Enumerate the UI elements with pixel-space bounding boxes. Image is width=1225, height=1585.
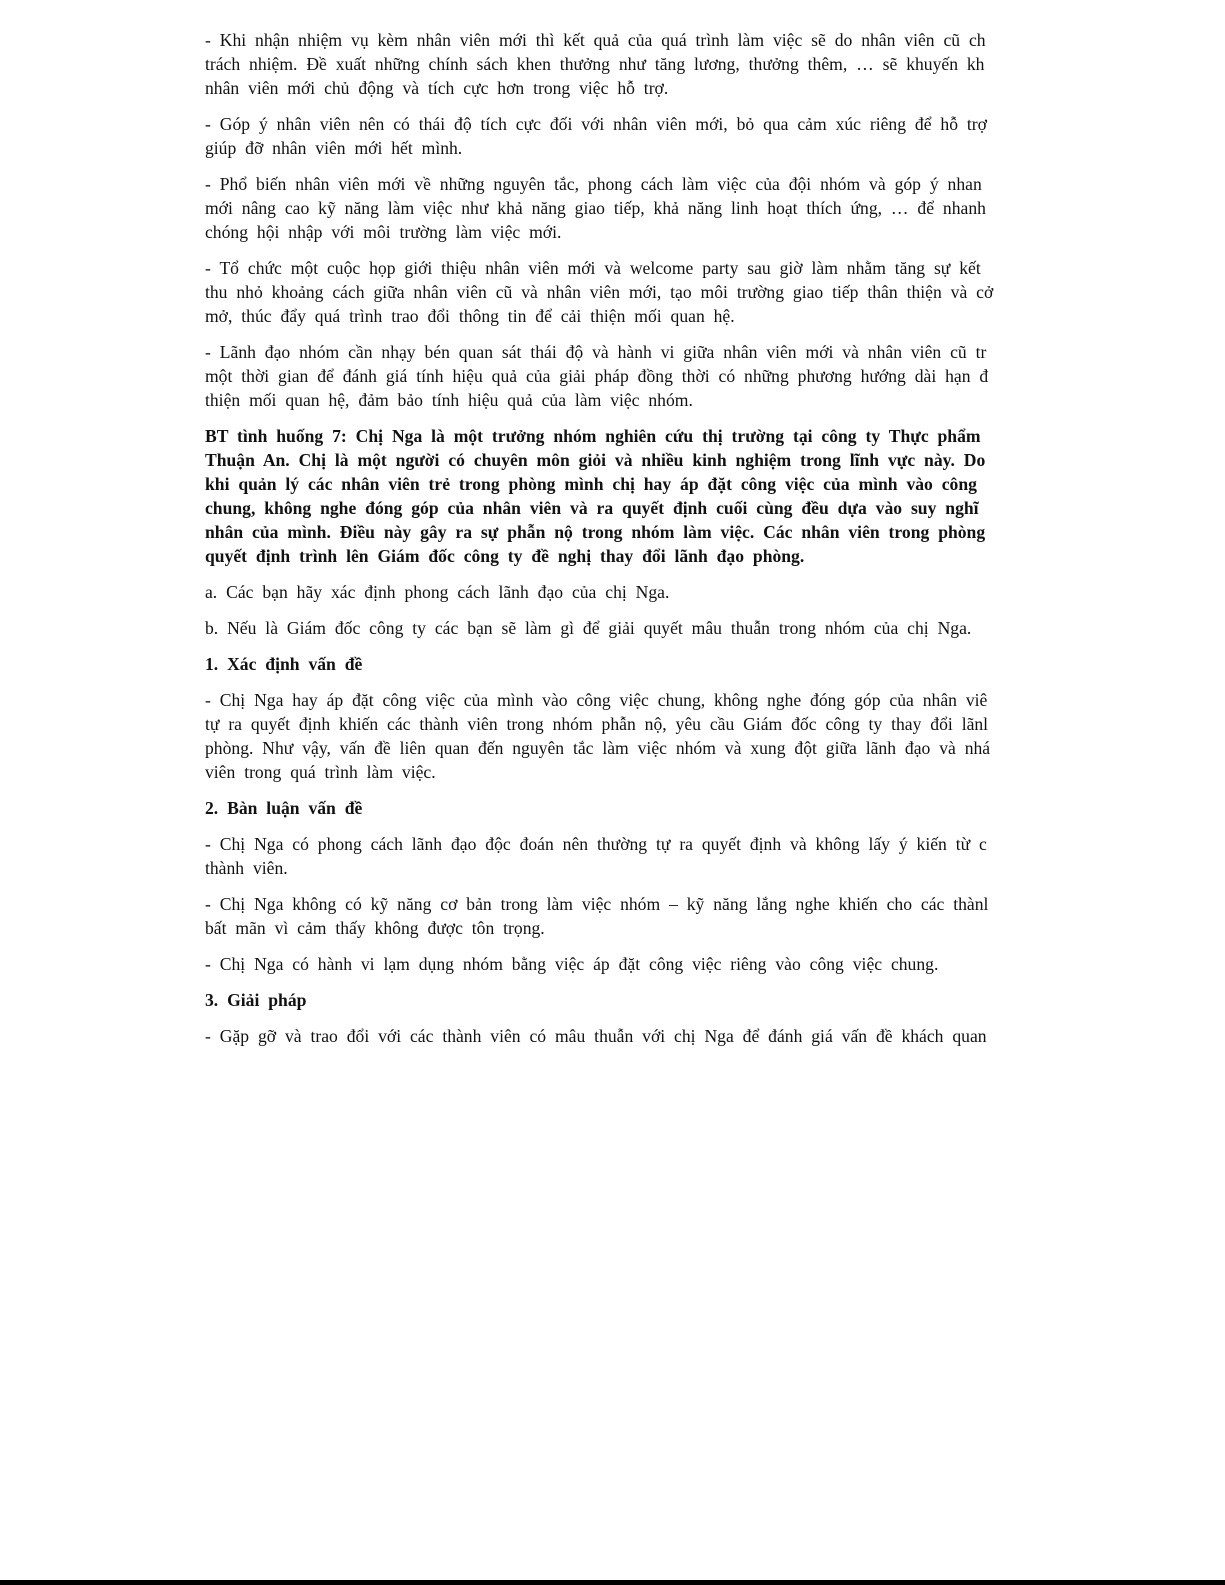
text-line: b. Nếu là Giám đốc công ty các bạn sẽ làm gì để giải quyết mâu thuẫn trong nhóm của chị Nga. [205, 618, 972, 638]
text-line: - Phổ biến nhân viên mới về những nguyên tắc, phong cách làm việc của đội nhóm và góp ý nhan [205, 174, 982, 194]
document-page [205, 28, 1072, 1088]
text-line: BT tình huống 7: Chị Nga là một trưởng nhóm nghiên cứu thị trường tại công ty Thực phẩm [205, 426, 981, 446]
text-line: 1. Xác định vấn đề [205, 654, 363, 674]
text-line: - Gặp gỡ và trao đổi với các thành viên có mâu thuẫn với chị Nga để đánh giá vấn đề khách quan [205, 1026, 987, 1046]
text-line: thu nhỏ khoảng cách giữa nhân viên cũ và nhân viên mới, tạo môi trường giao tiếp thân thiện và cở [205, 282, 994, 302]
text-line: trách nhiệm. Đề xuất những chính sách khen thưởng như tăng lương, thưởng thêm, … sẽ khuyến kh [205, 54, 985, 74]
text-line: 3. Giải pháp [205, 990, 307, 1010]
text-line: - Góp ý nhân viên nên có thái độ tích cực đối với nhân viên mới, bỏ qua cảm xúc riêng để hỗ trợ [205, 114, 987, 134]
text-line: viên trong quá trình làm việc. [205, 762, 436, 782]
text-line: - Tổ chức một cuộc họp giới thiệu nhân viên mới và welcome party sau giờ làm nhằm tăng sự kết [205, 258, 981, 278]
text-line: nhân viên mới chủ động và tích cực hơn trong việc hỗ trợ. [205, 78, 669, 98]
text-line: thành viên. [205, 858, 288, 878]
text-line: phòng. Như vậy, vấn đề liên quan đến nguyên tắc làm việc nhóm và xung đột giữa lãnh đạo và nhá [205, 738, 991, 758]
text-line: giúp đỡ nhân viên mới hết mình. [205, 138, 463, 158]
text-line: một thời gian để đánh giá tính hiệu quả của giải pháp đồng thời có những phương hướng dài hạn đ [205, 366, 989, 386]
text-line: - Chị Nga có hành vi lạm dụng nhóm bằng việc áp đặt công việc riêng vào công việc chung. [205, 954, 939, 974]
paragraph [205, 892, 1072, 940]
text-line: chung, không nghe đóng góp của nhân viên và ra quyết định cuối cùng đều dựa vào suy nghĩ [205, 498, 979, 518]
paragraph [205, 172, 1072, 244]
paragraph [205, 256, 1072, 328]
bold-paragraph [205, 988, 1072, 1012]
bold-paragraph [205, 796, 1072, 820]
text-line: a. Các bạn hãy xác định phong cách lãnh đạo của chị Nga. [205, 582, 670, 602]
text-line: mới nâng cao kỹ năng làm việc như khả năng giao tiếp, khả năng linh hoạt thích ứng, … để nhanh [205, 198, 986, 218]
text-line: chóng hội nhập với môi trường làm việc mới. [205, 222, 562, 242]
text-line: quyết định trình lên Giám đốc công ty đề nghị thay đổi lãnh đạo phòng. [205, 546, 805, 566]
text-line: - Chị Nga không có kỹ năng cơ bản trong làm việc nhóm – kỹ năng lắng nghe khiến cho các thànl [205, 894, 989, 914]
paragraph [205, 832, 1072, 880]
bold-paragraph [205, 652, 1072, 676]
text-line: nhân của mình. Điều này gây ra sự phẫn nộ trong nhóm làm việc. Các nhân viên trong phòng [205, 522, 986, 542]
text-line: thiện mối quan hệ, đảm bảo tính hiệu quả của làm việc nhóm. [205, 390, 693, 410]
text-line: khi quản lý các nhân viên trẻ trong phòng mình chị hay áp đặt công việc của mình vào công [205, 474, 977, 494]
document-body [205, 28, 1072, 1048]
text-line: mở, thúc đẩy quá trình trao đổi thông tin để cải thiện mối quan hệ. [205, 306, 735, 326]
paragraph [205, 688, 1072, 784]
text-line: - Chị Nga có phong cách lãnh đạo độc đoán nên thường tự ra quyết định và không lấy ý kiến từ c [205, 834, 987, 854]
text-line: tự ra quyết định khiến các thành viên trong nhóm phẫn nộ, yêu cầu Giám đốc công ty thay đổi lãnl [205, 714, 989, 734]
text-line: 2. Bàn luận vấn đề [205, 798, 363, 818]
paragraph [205, 580, 1072, 604]
text-line: - Lãnh đạo nhóm cần nhạy bén quan sát thái độ và hành vi giữa nhân viên mới và nhân viên cũ tr [205, 342, 987, 362]
text-line: - Khi nhận nhiệm vụ kèm nhân viên mới thì kết quả của quá trình làm việc sẽ do nhân viên cũ ch [205, 30, 986, 50]
paragraph [205, 1024, 1072, 1048]
paragraph [205, 28, 1072, 100]
paragraph [205, 340, 1072, 412]
text-line: Thuận An. Chị là một người có chuyên môn giỏi và nhiều kinh nghiệm trong lĩnh vực này. Do [205, 450, 986, 470]
text-line: bất mãn vì cảm thấy không được tôn trọng. [205, 918, 545, 938]
bold-paragraph [205, 424, 1072, 568]
paragraph [205, 616, 1072, 640]
text-line: - Chị Nga hay áp đặt công việc của mình vào công việc chung, không nghe đóng góp của nhân viê [205, 690, 988, 710]
page-bottom-edge [0, 1580, 1225, 1585]
paragraph [205, 112, 1072, 160]
paragraph [205, 952, 1072, 976]
